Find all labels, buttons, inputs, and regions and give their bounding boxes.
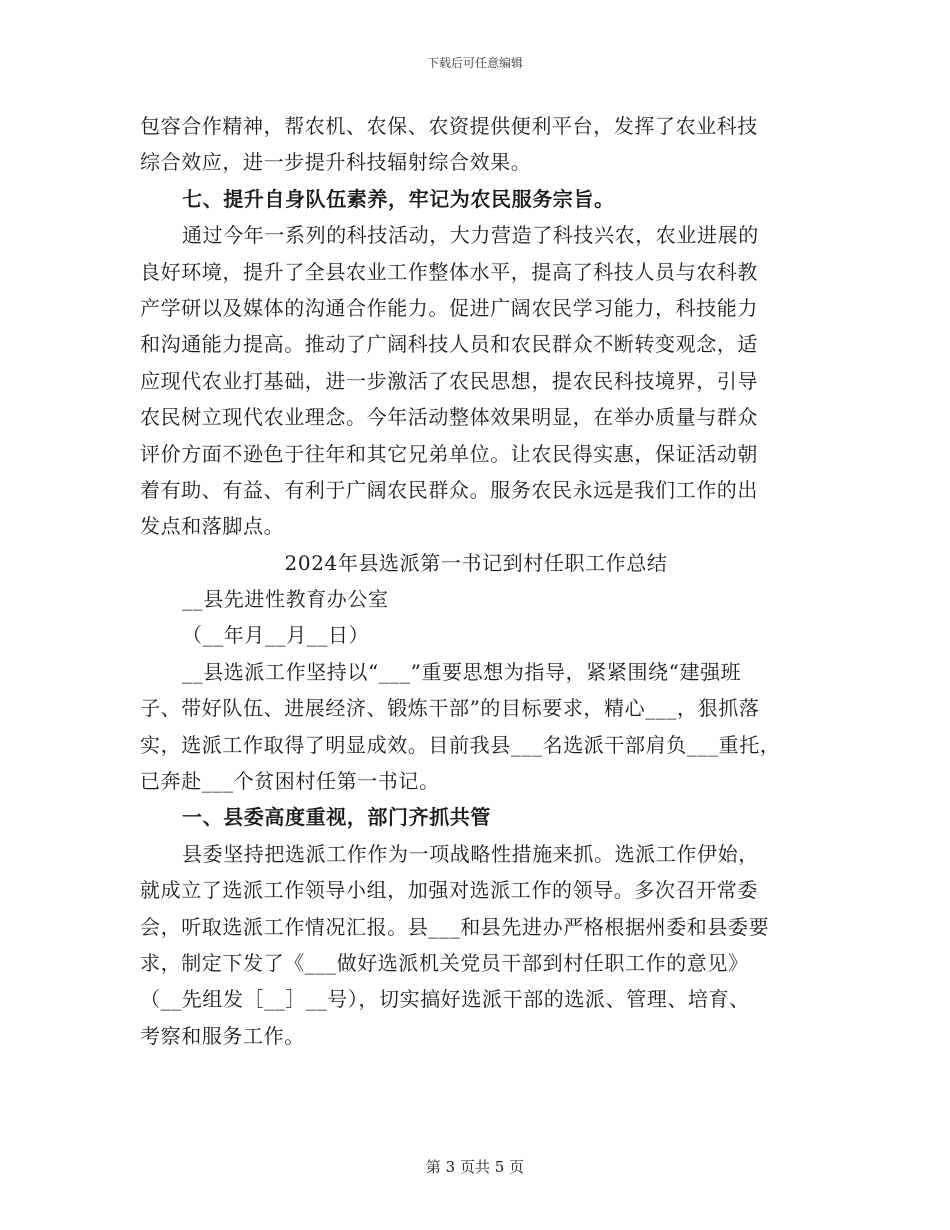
paragraph-line: 应现代农业打基础，进一步激活了农民思想，提农民科技境界，引导 (140, 368, 758, 393)
paragraph-line: 农民树立现代农业理念。今年活动整体效果明显，在举办质量与群众 (140, 405, 758, 430)
paragraph-line: 通过今年一系列的科技活动，大力营造了科技兴农，农业进展的 (182, 223, 759, 248)
paragraph-line: 产学研以及媒体的沟通合作能力。促进广阔农民学习能力，科技能力 (140, 295, 758, 320)
paragraph-line: （__先组发［__］__号），切实搞好选派干部的选派、管理、培育、 (140, 987, 750, 1012)
paragraph-line: __县选派工作坚持以“___”重要思想为指导，紧紧围绕“建强班 (182, 659, 742, 684)
paragraph-line: 实，选派工作取得了明显成效。目前我县___名选派干部肩负___重托， (140, 732, 781, 757)
paragraph-line: 良好环境，提升了全县农业工作整体水平，提高了科技人员与农科教 (140, 259, 758, 284)
paragraph-line: 已奔赴___个贫困村任第一书记。 (140, 769, 440, 794)
page-header: 下载后可任意编辑 (426, 56, 523, 70)
paragraph-line: 综合效应，进一步提升科技辐射综合效果。 (140, 150, 532, 175)
section-heading: 一、县委高度重视，部门齐抓共管 (182, 805, 491, 830)
paragraph-line: 着有助、有益、有利于广阔农民群众。服务农民永远是我们工作的出 (140, 477, 758, 502)
paragraph-line: 发点和落脚点。 (140, 514, 285, 539)
section-heading: 七、提升自身队伍素养，牢记为农民服务宗旨。 (182, 186, 615, 211)
paragraph-line: 和沟通能力提高。推动了广阔科技人员和农民群众不断转变观念，适 (140, 332, 758, 357)
document-body (140, 108, 812, 1054)
paragraph-line: 求，制定下发了《___做好选派机关党员干部到村任职工作的意见》 (140, 950, 749, 975)
page-footer: 第 3 页共 5 页 (425, 1158, 525, 1176)
paragraph-line: 会，听取选派工作情况汇报。县___和县先进办严格根据州委和县委要 (140, 914, 770, 939)
document-title: 2024年县选派第一书记到村任职工作总结 (284, 550, 668, 575)
paragraph-line: 包容合作精神，帮农机、农保、农资提供便利平台，发挥了农业科技 (140, 114, 758, 138)
paragraph-line: 县委坚持把选派工作作为一项战略性措施来抓。选派工作伊始， (182, 841, 759, 866)
paragraph-line: 考察和服务工作。 (140, 1023, 305, 1048)
paragraph-line: 评价方面不逊色于往年和其它兄弟单位。让农民得实惠，保证活动朝 (140, 441, 758, 466)
date-line: （__年月__月__日） (182, 623, 370, 648)
paragraph-line: 子、带好队伍、进展经济、锻炼干部”的目标要求，精心___，狠抓落 (140, 696, 760, 721)
paragraph-line: 就成立了选派工作领导小组，加强对选派工作的领导。多次召开常委 (140, 878, 758, 903)
issuer-line: __县先进性教育办公室 (182, 587, 389, 612)
